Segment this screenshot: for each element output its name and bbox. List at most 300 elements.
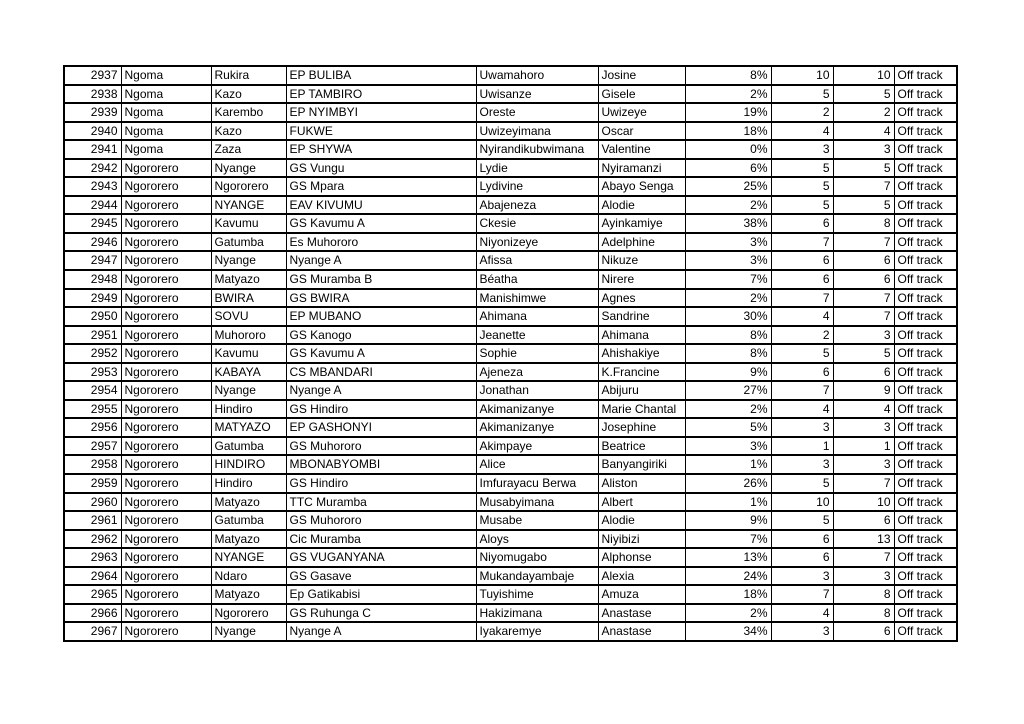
cell-status: Off track — [894, 196, 957, 215]
cell-score-2: 6 — [833, 270, 894, 289]
cell-first-name: Nirere — [598, 270, 685, 289]
cell-score-2: 3 — [833, 567, 894, 586]
cell-sector: Matyazo — [211, 493, 286, 512]
cell-district: Ngororero — [121, 493, 211, 512]
cell-percent: 3% — [685, 233, 771, 252]
table-row — [64, 585, 957, 604]
records-table-body — [64, 66, 957, 641]
cell-school: EP NYIMBYI — [286, 103, 476, 122]
cell-school: GS Kavumu A — [286, 214, 476, 233]
cell-district: Ngororero — [121, 622, 211, 641]
cell-score-2: 13 — [833, 530, 894, 549]
cell-sector: Kazo — [211, 85, 286, 104]
cell-score-1: 10 — [771, 66, 833, 85]
cell-sector: Gatumba — [211, 233, 286, 252]
cell-district: Ngoma — [121, 140, 211, 159]
table-row — [64, 307, 957, 326]
cell-status: Off track — [894, 381, 957, 400]
cell-sector: Matyazo — [211, 530, 286, 549]
cell-id: 2951 — [64, 326, 121, 345]
cell-first-name: Niyibizi — [598, 530, 685, 549]
cell-school: GS Gasave — [286, 567, 476, 586]
cell-id: 2948 — [64, 270, 121, 289]
cell-school: EP BULIBA — [286, 66, 476, 85]
cell-score-1: 3 — [771, 622, 833, 641]
cell-sector: NYANGE — [211, 196, 286, 215]
cell-sector: Matyazo — [211, 270, 286, 289]
cell-percent: 8% — [685, 344, 771, 363]
cell-district: Ngoma — [121, 66, 211, 85]
cell-status: Off track — [894, 140, 957, 159]
cell-first-name: Alodie — [598, 196, 685, 215]
cell-sector: Ndaro — [211, 567, 286, 586]
table-row — [64, 196, 957, 215]
cell-school: GS Hindiro — [286, 474, 476, 493]
cell-id: 2939 — [64, 103, 121, 122]
cell-last-name: Uwamahoro — [476, 66, 598, 85]
cell-school: GS Kanogo — [286, 326, 476, 345]
cell-percent: 18% — [685, 585, 771, 604]
cell-score-1: 7 — [771, 585, 833, 604]
cell-score-1: 6 — [771, 363, 833, 382]
cell-first-name: Alodie — [598, 511, 685, 530]
cell-first-name: Ahimana — [598, 326, 685, 345]
cell-sector: Ngororero — [211, 604, 286, 623]
cell-percent: 2% — [685, 400, 771, 419]
cell-id: 2952 — [64, 344, 121, 363]
cell-last-name: Musabyimana — [476, 493, 598, 512]
cell-status: Off track — [894, 418, 957, 437]
cell-first-name: Ayinkamiye — [598, 214, 685, 233]
cell-last-name: Aloys — [476, 530, 598, 549]
cell-percent: 3% — [685, 251, 771, 270]
cell-sector: Kazo — [211, 122, 286, 141]
cell-score-1: 4 — [771, 122, 833, 141]
cell-status: Off track — [894, 455, 957, 474]
cell-first-name: Abijuru — [598, 381, 685, 400]
cell-percent: 0% — [685, 140, 771, 159]
cell-last-name: Akimanizanye — [476, 418, 598, 437]
cell-school: FUKWE — [286, 122, 476, 141]
cell-score-1: 5 — [771, 474, 833, 493]
cell-last-name: Alice — [476, 455, 598, 474]
cell-score-2: 6 — [833, 511, 894, 530]
cell-score-2: 8 — [833, 214, 894, 233]
cell-district: Ngororero — [121, 270, 211, 289]
cell-last-name: Oreste — [476, 103, 598, 122]
table-row — [64, 363, 957, 382]
cell-score-1: 5 — [771, 177, 833, 196]
cell-status: Off track — [894, 437, 957, 456]
cell-score-1: 6 — [771, 270, 833, 289]
cell-school: TTC Muramba — [286, 493, 476, 512]
cell-score-1: 5 — [771, 85, 833, 104]
cell-district: Ngororero — [121, 326, 211, 345]
cell-school: EP MUBANO — [286, 307, 476, 326]
cell-last-name: Ajeneza — [476, 363, 598, 382]
cell-sector: Gatumba — [211, 437, 286, 456]
cell-first-name: Josine — [598, 66, 685, 85]
cell-id: 2945 — [64, 214, 121, 233]
cell-percent: 7% — [685, 530, 771, 549]
cell-percent: 2% — [685, 85, 771, 104]
cell-school: Nyange A — [286, 622, 476, 641]
cell-district: Ngororero — [121, 585, 211, 604]
table-row — [64, 344, 957, 363]
cell-score-1: 6 — [771, 548, 833, 567]
cell-first-name: Alexia — [598, 567, 685, 586]
cell-percent: 7% — [685, 270, 771, 289]
cell-score-2: 7 — [833, 233, 894, 252]
cell-district: Ngororero — [121, 418, 211, 437]
cell-school: GS BWIRA — [286, 289, 476, 308]
cell-id: 2957 — [64, 437, 121, 456]
cell-score-2: 3 — [833, 418, 894, 437]
cell-first-name: Nyiramanzi — [598, 159, 685, 178]
cell-score-2: 6 — [833, 251, 894, 270]
cell-school: EP GASHONYI — [286, 418, 476, 437]
cell-first-name: Adelphine — [598, 233, 685, 252]
cell-sector: KABAYA — [211, 363, 286, 382]
cell-score-2: 3 — [833, 140, 894, 159]
cell-score-2: 3 — [833, 326, 894, 345]
cell-score-2: 5 — [833, 196, 894, 215]
cell-score-1: 10 — [771, 493, 833, 512]
cell-school: CS MBANDARI — [286, 363, 476, 382]
cell-last-name: Iyakaremye — [476, 622, 598, 641]
cell-score-2: 10 — [833, 66, 894, 85]
table-row — [64, 530, 957, 549]
cell-last-name: Ahimana — [476, 307, 598, 326]
cell-sector: Nyange — [211, 622, 286, 641]
cell-percent: 2% — [685, 289, 771, 308]
cell-district: Ngororero — [121, 233, 211, 252]
cell-percent: 8% — [685, 326, 771, 345]
cell-school: GS Vungu — [286, 159, 476, 178]
cell-score-1: 7 — [771, 289, 833, 308]
cell-district: Ngororero — [121, 548, 211, 567]
cell-first-name: Abayo Senga — [598, 177, 685, 196]
cell-score-1: 3 — [771, 455, 833, 474]
cell-last-name: Niyonizeye — [476, 233, 598, 252]
cell-sector: HINDIRO — [211, 455, 286, 474]
cell-percent: 19% — [685, 103, 771, 122]
cell-district: Ngoma — [121, 85, 211, 104]
cell-school: MBONABYOMBI — [286, 455, 476, 474]
cell-score-2: 4 — [833, 400, 894, 419]
cell-first-name: Ahishakiye — [598, 344, 685, 363]
table-row — [64, 159, 957, 178]
cell-score-1: 4 — [771, 307, 833, 326]
cell-last-name: Jonathan — [476, 381, 598, 400]
cell-percent: 26% — [685, 474, 771, 493]
cell-sector: Karembo — [211, 103, 286, 122]
cell-score-1: 7 — [771, 381, 833, 400]
cell-score-2: 7 — [833, 289, 894, 308]
table-row — [64, 122, 957, 141]
cell-district: Ngororero — [121, 214, 211, 233]
cell-score-2: 7 — [833, 548, 894, 567]
cell-score-1: 6 — [771, 214, 833, 233]
cell-first-name: Amuza — [598, 585, 685, 604]
cell-percent: 1% — [685, 455, 771, 474]
cell-first-name: Nikuze — [598, 251, 685, 270]
cell-district: Ngororero — [121, 381, 211, 400]
cell-school: Nyange A — [286, 381, 476, 400]
cell-sector: SOVU — [211, 307, 286, 326]
cell-percent: 38% — [685, 214, 771, 233]
cell-score-2: 8 — [833, 604, 894, 623]
cell-percent: 2% — [685, 604, 771, 623]
cell-score-1: 2 — [771, 326, 833, 345]
cell-last-name: Tuyishime — [476, 585, 598, 604]
cell-first-name: Anastase — [598, 622, 685, 641]
table-row — [64, 493, 957, 512]
cell-score-2: 6 — [833, 363, 894, 382]
table-row — [64, 548, 957, 567]
cell-school: Nyange A — [286, 251, 476, 270]
cell-sector: Kavumu — [211, 214, 286, 233]
cell-score-2: 2 — [833, 103, 894, 122]
cell-last-name: Lydivine — [476, 177, 598, 196]
cell-status: Off track — [894, 530, 957, 549]
table-row — [64, 66, 957, 85]
cell-status: Off track — [894, 363, 957, 382]
cell-id: 2941 — [64, 140, 121, 159]
cell-district: Ngororero — [121, 196, 211, 215]
cell-district: Ngororero — [121, 437, 211, 456]
cell-percent: 30% — [685, 307, 771, 326]
cell-last-name: Akimpaye — [476, 437, 598, 456]
cell-score-2: 7 — [833, 307, 894, 326]
cell-sector: Gatumba — [211, 511, 286, 530]
cell-last-name: Béatha — [476, 270, 598, 289]
cell-district: Ngororero — [121, 344, 211, 363]
cell-district: Ngororero — [121, 400, 211, 419]
cell-sector: Matyazo — [211, 585, 286, 604]
cell-status: Off track — [894, 66, 957, 85]
cell-score-1: 4 — [771, 400, 833, 419]
table-row — [64, 85, 957, 104]
cell-score-1: 5 — [771, 159, 833, 178]
cell-status: Off track — [894, 493, 957, 512]
cell-last-name: Afissa — [476, 251, 598, 270]
cell-status: Off track — [894, 622, 957, 641]
cell-status: Off track — [894, 604, 957, 623]
cell-first-name: Sandrine — [598, 307, 685, 326]
cell-id: 2949 — [64, 289, 121, 308]
cell-percent: 13% — [685, 548, 771, 567]
cell-first-name: Josephine — [598, 418, 685, 437]
cell-district: Ngororero — [121, 307, 211, 326]
cell-id: 2962 — [64, 530, 121, 549]
table-row — [64, 326, 957, 345]
cell-score-2: 1 — [833, 437, 894, 456]
cell-score-1: 6 — [771, 530, 833, 549]
cell-id: 2965 — [64, 585, 121, 604]
cell-score-2: 4 — [833, 122, 894, 141]
cell-first-name: Gisele — [598, 85, 685, 104]
cell-first-name: Valentine — [598, 140, 685, 159]
cell-id: 2954 — [64, 381, 121, 400]
table-row — [64, 511, 957, 530]
cell-school: GS Kavumu A — [286, 344, 476, 363]
cell-last-name: Mukandayambaje — [476, 567, 598, 586]
cell-percent: 6% — [685, 159, 771, 178]
cell-score-1: 3 — [771, 418, 833, 437]
cell-sector: Zaza — [211, 140, 286, 159]
table-row — [64, 270, 957, 289]
cell-score-1: 2 — [771, 103, 833, 122]
cell-score-1: 1 — [771, 437, 833, 456]
table-row — [64, 567, 957, 586]
cell-percent: 25% — [685, 177, 771, 196]
cell-score-2: 7 — [833, 177, 894, 196]
table-row — [64, 474, 957, 493]
cell-percent: 27% — [685, 381, 771, 400]
table-row — [64, 381, 957, 400]
table-row — [64, 233, 957, 252]
cell-id: 2940 — [64, 122, 121, 141]
cell-percent: 18% — [685, 122, 771, 141]
cell-last-name: Manishimwe — [476, 289, 598, 308]
cell-last-name: Uwisanze — [476, 85, 598, 104]
cell-score-1: 3 — [771, 140, 833, 159]
cell-status: Off track — [894, 103, 957, 122]
cell-status: Off track — [894, 233, 957, 252]
cell-score-1: 5 — [771, 344, 833, 363]
cell-id: 2961 — [64, 511, 121, 530]
cell-id: 2946 — [64, 233, 121, 252]
cell-district: Ngororero — [121, 474, 211, 493]
cell-score-2: 6 — [833, 622, 894, 641]
cell-score-1: 4 — [771, 604, 833, 623]
cell-last-name: Niyomugabo — [476, 548, 598, 567]
cell-id: 2959 — [64, 474, 121, 493]
cell-id: 2942 — [64, 159, 121, 178]
cell-status: Off track — [894, 177, 957, 196]
cell-last-name: Musabe — [476, 511, 598, 530]
cell-id: 2953 — [64, 363, 121, 382]
cell-school: Ep Gatikabisi — [286, 585, 476, 604]
cell-score-1: 5 — [771, 196, 833, 215]
cell-score-1: 5 — [771, 511, 833, 530]
cell-id: 2960 — [64, 493, 121, 512]
table-row — [64, 455, 957, 474]
cell-school: GS Hindiro — [286, 400, 476, 419]
table-row — [64, 604, 957, 623]
cell-percent: 34% — [685, 622, 771, 641]
cell-first-name: K.Francine — [598, 363, 685, 382]
cell-status: Off track — [894, 214, 957, 233]
cell-score-1: 3 — [771, 567, 833, 586]
cell-status: Off track — [894, 270, 957, 289]
cell-percent: 3% — [685, 437, 771, 456]
cell-district: Ngororero — [121, 511, 211, 530]
cell-sector: Nyange — [211, 159, 286, 178]
cell-percent: 8% — [685, 66, 771, 85]
cell-last-name: Ckesie — [476, 214, 598, 233]
cell-school: GS Muramba B — [286, 270, 476, 289]
cell-last-name: Hakizimana — [476, 604, 598, 623]
cell-id: 2937 — [64, 66, 121, 85]
cell-score-2: 5 — [833, 159, 894, 178]
cell-school: GS Ruhunga C — [286, 604, 476, 623]
cell-first-name: Uwizeye — [598, 103, 685, 122]
cell-district: Ngororero — [121, 567, 211, 586]
cell-school: EAV KIVUMU — [286, 196, 476, 215]
cell-score-2: 5 — [833, 85, 894, 104]
cell-score-1: 7 — [771, 233, 833, 252]
cell-score-2: 7 — [833, 474, 894, 493]
cell-id: 2956 — [64, 418, 121, 437]
cell-first-name: Agnes — [598, 289, 685, 308]
cell-id: 2967 — [64, 622, 121, 641]
cell-last-name: Uwizeyimana — [476, 122, 598, 141]
cell-first-name: Aliston — [598, 474, 685, 493]
cell-last-name: Jeanette — [476, 326, 598, 345]
table-row — [64, 622, 957, 641]
cell-status: Off track — [894, 159, 957, 178]
cell-sector: Muhororo — [211, 326, 286, 345]
table-row — [64, 214, 957, 233]
cell-status: Off track — [894, 344, 957, 363]
cell-score-2: 5 — [833, 344, 894, 363]
cell-sector: NYANGE — [211, 548, 286, 567]
cell-sector: Kavumu — [211, 344, 286, 363]
cell-percent: 2% — [685, 196, 771, 215]
cell-district: Ngororero — [121, 604, 211, 623]
cell-status: Off track — [894, 289, 957, 308]
cell-id: 2966 — [64, 604, 121, 623]
cell-id: 2963 — [64, 548, 121, 567]
cell-sector: Nyange — [211, 251, 286, 270]
cell-last-name: Imfurayacu Berwa — [476, 474, 598, 493]
cell-status: Off track — [894, 567, 957, 586]
cell-last-name: Akimanizanye — [476, 400, 598, 419]
cell-sector: Hindiro — [211, 474, 286, 493]
cell-percent: 24% — [685, 567, 771, 586]
cell-status: Off track — [894, 122, 957, 141]
table-row — [64, 177, 957, 196]
cell-last-name: Lydie — [476, 159, 598, 178]
cell-first-name: Oscar — [598, 122, 685, 141]
cell-district: Ngoma — [121, 122, 211, 141]
cell-district: Ngororero — [121, 177, 211, 196]
cell-school: Es Muhororo — [286, 233, 476, 252]
cell-sector: Nyange — [211, 381, 286, 400]
cell-score-2: 9 — [833, 381, 894, 400]
cell-percent: 1% — [685, 493, 771, 512]
cell-score-2: 10 — [833, 493, 894, 512]
cell-percent: 9% — [685, 511, 771, 530]
cell-school: GS Mpara — [286, 177, 476, 196]
cell-school: GS Muhororo — [286, 511, 476, 530]
cell-status: Off track — [894, 400, 957, 419]
cell-district: Ngororero — [121, 159, 211, 178]
cell-status: Off track — [894, 585, 957, 604]
cell-id: 2947 — [64, 251, 121, 270]
cell-school: Cic Muramba — [286, 530, 476, 549]
cell-school: EP TAMBIRO — [286, 85, 476, 104]
cell-sector: BWIRA — [211, 289, 286, 308]
cell-first-name: Beatrice — [598, 437, 685, 456]
cell-first-name: Banyangiriki — [598, 455, 685, 474]
cell-sector: Ngororero — [211, 177, 286, 196]
cell-score-2: 3 — [833, 455, 894, 474]
cell-sector: Hindiro — [211, 400, 286, 419]
cell-score-1: 6 — [771, 251, 833, 270]
